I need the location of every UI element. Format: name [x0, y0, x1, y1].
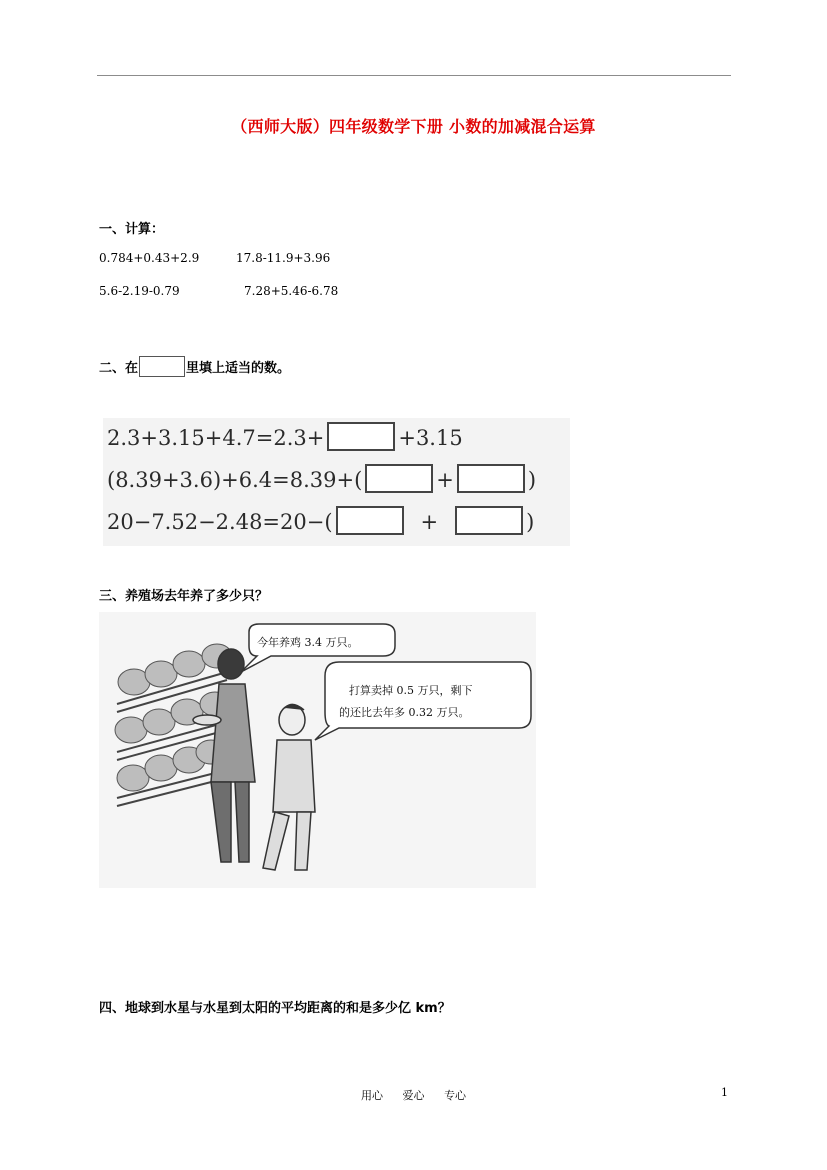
fill-box-4[interactable]	[336, 506, 404, 535]
illustration-drawing	[99, 612, 536, 888]
expression-3: 5.6-2.19-0.79	[99, 284, 180, 298]
chicken-farm-illustration	[99, 612, 536, 888]
expression-2: 17.8-11.9+3.96	[236, 251, 331, 265]
speech-bubble-1: 今年养鸡 3.4 万只。	[257, 636, 359, 649]
section2-heading-after: 里填上适当的数。	[186, 361, 291, 376]
fill-line-3	[107, 506, 534, 535]
fill-line-3-right: )	[526, 510, 535, 534]
section1-heading: 一、计算：	[99, 222, 165, 237]
section2-heading	[99, 356, 290, 377]
fill-box-5[interactable]	[455, 506, 523, 535]
fill-box-1[interactable]	[327, 422, 395, 451]
fill-line-1-right: +3.15	[398, 426, 463, 450]
page-number: 1	[721, 1086, 728, 1099]
fill-line-3-left: 20−7.52−2.48=20−(	[107, 510, 333, 534]
fill-line-2-right: )	[527, 468, 537, 492]
fill-line-2-plus: +	[436, 468, 454, 492]
header-rule	[97, 75, 731, 76]
footer-item-1: 用心	[361, 1089, 383, 1102]
speech-bubble-2-line2: 的还比去年多 0.32 万只。	[339, 706, 470, 719]
fill-box-2[interactable]	[365, 464, 433, 493]
fill-in-figure	[103, 418, 570, 546]
fill-box-3[interactable]	[457, 464, 525, 493]
fill-line-1	[107, 422, 463, 451]
section4-heading: 四、地球到水星与水星到太阳的平均距离的和是多少亿 km？	[99, 1001, 451, 1016]
expression-4: 7.28+5.46-6.78	[244, 284, 339, 298]
footer-item-3: 专心	[444, 1089, 466, 1102]
speech-bubble-2-line1: 打算卖掉 0.5 万只，剩下	[349, 684, 473, 697]
answer-box-sample	[139, 356, 185, 377]
page-title: （西师大版）四年级数学下册 小数的加减混合运算	[231, 117, 596, 136]
footer-item-2: 爱心	[402, 1089, 425, 1102]
fill-line-3-plus: +	[420, 510, 439, 534]
expression-1: 0.784+0.43+2.9	[99, 251, 200, 265]
fill-line-2-left: (8.39+3.6)+6.4=8.39+(	[107, 468, 363, 492]
fill-line-2	[107, 464, 536, 493]
page-footer	[0, 1087, 827, 1103]
section2-heading-before: 二、在	[99, 361, 139, 376]
fill-line-1-left: 2.3+3.15+4.7=2.3+	[107, 426, 325, 450]
section3-heading: 三、养殖场去年养了多少只？	[99, 589, 269, 604]
